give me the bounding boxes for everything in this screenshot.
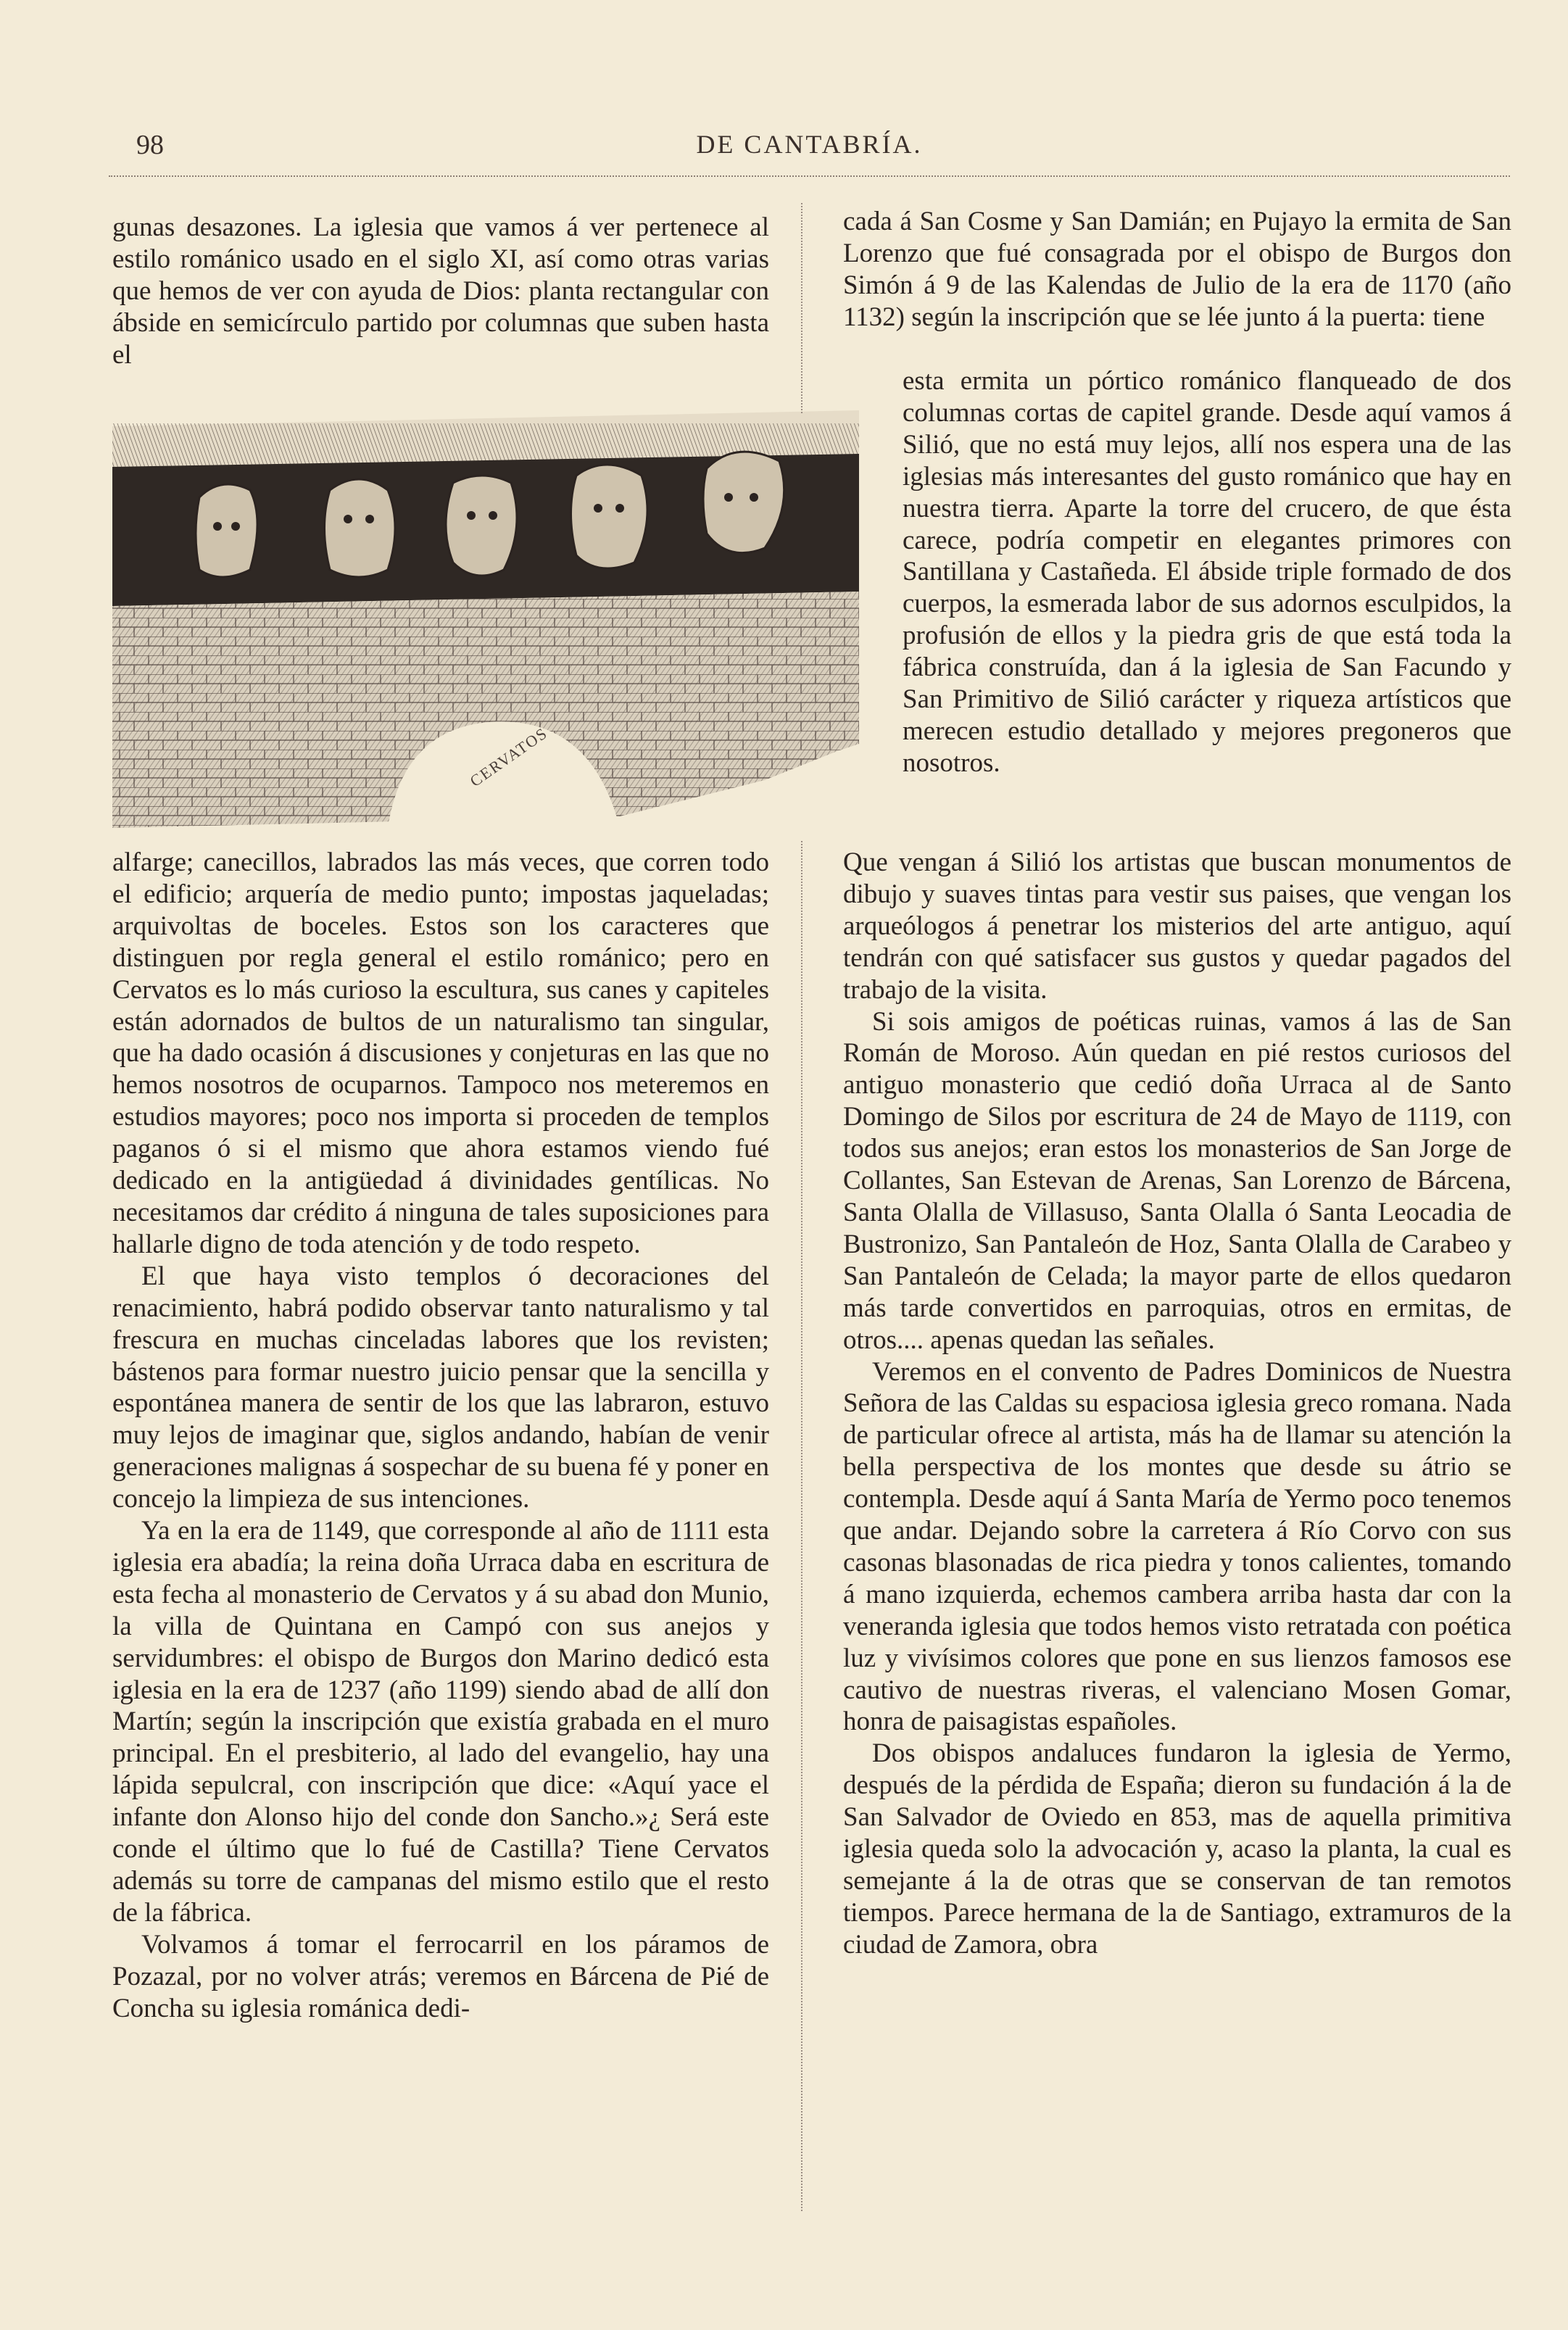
corbel-head xyxy=(446,476,517,576)
right-column-mid xyxy=(903,365,1511,779)
engraving-illustration xyxy=(112,410,860,828)
engraving-inscription: CERVATOS xyxy=(466,724,552,791)
right-column-top xyxy=(843,206,1511,333)
header-rule xyxy=(109,175,1510,183)
paragraph: Dos obispos andaluces fundaron la iglesia de Yermo, después de la pérdida de España; dieron su fundación á la de San Salvador de Oviedo en 853, mas de aquella primitiva iglesia queda solo la advocación y, acaso la planta, la cual es semejante á la de otras que se conservan de tan remotos tiempos. Parece hermana de la de Santiago, extramuros de la ciudad de Zamora, obra xyxy=(843,1738,1511,1960)
running-title: DE CANTABRÍA. xyxy=(696,130,923,159)
paragraph: El que haya visto templos ó decoraciones del renacimiento, habrá podido observar tanto naturalismo y tal frescura en muchas cinceladas labores que los revisten; bástenos para formar nuestro juicio pensar que la sencilla y espontánea manera de sentir de los que las labraron, estuvo muy lejos de imaginar que, siglos andando, habían de venir generaciones malignas á sospechar de su buena fé y poner en concejo la limpieza de sus intenciones. xyxy=(112,1261,769,1514)
column-divider xyxy=(801,203,802,413)
paragraph: Veremos en el convento de Padres Dominicos de Nuestra Señora de las Caldas su espaciosa iglesia greco romana. Nada de particular ofrece al artista, más ha de llamar su atención la bella perspectiva de los montes que desde su átrio se contempla. Desde aquí á Santa María de Yermo poco tenemos que andar. Dejando sobre la carretera á Río Corvo con sus casonas blasonadas de rica piedra y tonos calientes, tomando á mano izquierda, echemos cambera arriba hasta dar con la veneranda iglesia que todos hemos visto retratada con poética luz y vivísimos colores que pone en sus lienzos famosos ese cautivo de nuestras riveras, el valenciano Mosen Gomar, honra de paisagistas españoles. xyxy=(843,1356,1511,1737)
paragraph: cada á San Cosme y San Damián; en Pujayo la ermita de San Lorenzo que fué consagrada por el obispo de Burgos don Simón á 9 de las Kalendas de Julio de la era de 1170 (año 1132) según la inscripción que se lée junto á la puerta: tiene xyxy=(843,207,1511,332)
corbels-engraving xyxy=(112,410,860,828)
paragraph: esta ermita un pórtico románico flanqueado de dos columnas cortas de capitel grande. Desde aquí vamos á Silió, que no está muy lejos, allí nos espera una de las iglesias más interesantes del gusto románico que hay en nuestra tierra. Aparte la torre del crucero, de que ésta carece, podría competir en elegantes primores con Santillana y Castañeda. El ábside triple formado de dos cuerpos, la esmerada labor de sus adornos esculpidos, la profusión de ellos y la piedra gris de que está toda la fábrica construída, dan á la iglesia de San Facundo y San Primitivo de Silió carácter y riqueza artísticos que merecen estudio detallado y mejores pregoneros que nosotros. xyxy=(903,366,1511,778)
left-column-bottom xyxy=(112,847,769,2025)
left-column-top xyxy=(112,212,769,371)
corbel-head xyxy=(571,465,648,568)
paragraph: gunas desazones. La iglesia que vamos á ver pertenece al estilo románico usado en el siglo XI, así como otras varias que hemos de ver con ayuda de Dios: planta rectangular con ábside en semicírculo partido por columnas que suben hasta el xyxy=(112,212,769,370)
corbel-head xyxy=(703,452,784,553)
page-header xyxy=(109,129,1510,173)
paragraph: alfarge; canecillos, labrados las más veces, que corren todo el edificio; arquería de medio punto; impostas jaqueladas; arquivoltas de boceles. Estos son los caracteres que distinguen por regla general el estilo románico; pero en Cervatos es lo más curioso la escultura, sus canes y capiteles están adornados de bultos de un naturalismo tan singular, que ha dado ocasión á discusiones y conjeturas en las que no hemos nosotros de ocuparnos. Tampoco nos meteremos en estudios mayores; poco nos importa si proceden de templos paganos ó si el mismo que ahora estamos viendo fué dedicado en la antigüedad á divinidades gentílicas. No necesitamos dar crédito á ninguna de tales suposiciones para hallarle digno de toda atención y de todo respeto. xyxy=(112,847,769,1259)
paragraph: Que vengan á Silió los artistas que buscan monumentos de dibujo y suaves tintas para vestir sus paises, que vengan los arqueólogos á penetrar los misterios del arte antiguo, aquí tendrán con qué satisfacer sus gustos y quedar pagados del trabajo de la visita. xyxy=(843,847,1511,1005)
paragraph: Volvamos á tomar el ferrocarril en los páramos de Pozazal, por no volver atrás; veremos en Bárcena de Pié de Concha su iglesia románica dedi- xyxy=(112,1929,769,2023)
corbel-head xyxy=(196,484,257,577)
right-column-bottom xyxy=(843,847,1511,1961)
corbel-head xyxy=(325,479,396,577)
page-number: 98 xyxy=(136,130,164,160)
column-divider xyxy=(801,841,802,2211)
paragraph: Si sois amigos de poéticas ruinas, vamos á las de San Román de Moroso. Aún quedan en pié restos curiosos del antiguo monasterio que cedió doña Urraca al de Santo Domingo de Silos por escritura de 24 de Mayo de 1119, con todos sus anejos; eran estos los monasterios de San Jorge de Collantes, San Estevan de Arenas, San Lorenzo de Bárcena, Santa Olalla de Villasuso, Santa Olalla ó Santa Leocadia de Bustronizo, San Pantaleón de Hoz, Santa Olalla de Carabeo y San Pantaleón de Celada; la mayor parte de ellos quedaron más tarde convertidos en parroquias, otros en ermitas, de otros.... apenas quedan las señales. xyxy=(843,1006,1511,1355)
paragraph: Ya en la era de 1149, que corresponde al año de 1111 esta iglesia era abadía; la reina doña Urraca daba en escritura de esta fecha al monasterio de Cervatos y á su abad don Munio, la villa de Quintana en Campó con sus anejos y servidumbres: el obispo de Burgos don Marino dedicó esta iglesia en la era de 1237 (año 1199) siendo abad de allí don Martín; según la inscripción que existía grabada en el muro principal. En el presbiterio, al lado del evangelio, hay una lápida sepulcral, con inscripción que dice: «Aquí yace el infante don Alonso hijo del conde don Sancho.»¿ Será este conde el último que lo fué de Castilla? Tiene Cervatos además su torre de campanas del mismo estilo que el resto de la fábrica. xyxy=(112,1516,769,1928)
